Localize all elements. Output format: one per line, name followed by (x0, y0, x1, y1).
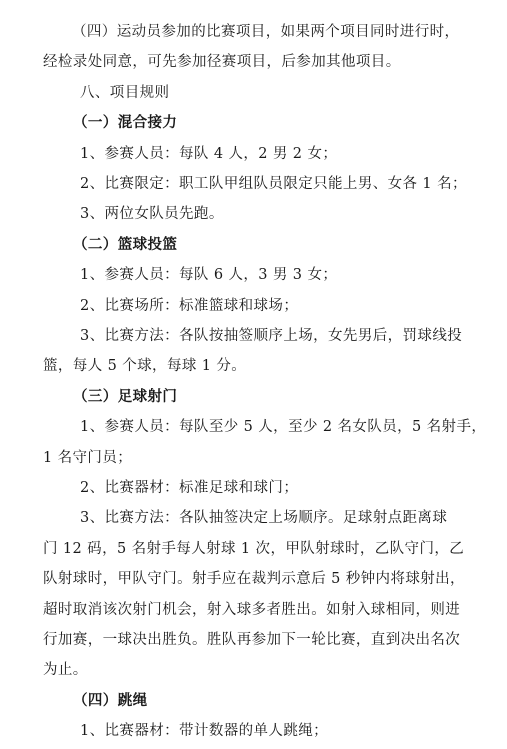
paragraph-line: 行加赛，一球决出胜负。胜队再参加下一轮比赛，直到决出名次 (43, 632, 461, 648)
paragraph-line: 2、比赛器材：标准足球和球门； (80, 480, 299, 496)
paragraph-line: 1、参赛人员：每队 4 人，2 男 2 女； (80, 145, 338, 162)
section-heading: 八、项目规则 (80, 84, 170, 101)
paragraph-line: 1、参赛人员：每队至少 5 人，至少 2 名女队员，5 名射手， (80, 419, 487, 436)
paragraph-line: 1、比赛器材：带计数器的单人跳绳； (80, 723, 329, 740)
paragraph-line: 1、参赛人员：每队 6 人，3 男 3 女； (80, 267, 338, 284)
paragraph-line: 2、比赛限定：职工队甲组队员限定只能上男、女各 1 名； (80, 176, 467, 192)
paragraph-line: 经检录处同意，可先参加径赛项目，后参加其他项目。 (43, 54, 401, 71)
paragraph-line: 门 12 码，5 名射手每人射球 1 次，甲队射球时，乙队守门，乙 (43, 540, 465, 557)
paragraph-line: 篮，每人 5 个球，每球 1 分。 (43, 358, 247, 375)
paragraph-line: 为止。 (43, 662, 88, 679)
paragraph-line: 3、两位女队员先跑。 (80, 206, 224, 223)
paragraph-line: 3、比赛方法：各队按抽签顺序上场，女先男后，罚球线投 (80, 328, 463, 344)
paragraph-line: 超时取消该次射门机会，射入球多者胜出。如射入球相同，则进 (43, 601, 461, 618)
paragraph-line: （四）运动员参加的比赛项目，如果两个项目同时进行时， (72, 24, 460, 40)
subsection-heading: （一）混合接力 (73, 115, 178, 132)
paragraph-line: 1 名守门员； (43, 449, 133, 466)
paragraph-line: 2、比赛场所：标准篮球和球场； (80, 297, 299, 314)
subsection-heading: （四）跳绳 (73, 692, 148, 709)
paragraph-line: 队射球时，甲队守门。射手应在裁判示意后 5 秒钟内将球射出， (43, 571, 465, 588)
subsection-heading: （二）篮球投篮 (73, 236, 178, 253)
subsection-heading: （三）足球射门 (73, 388, 178, 405)
paragraph-line: 3、比赛方法：各队抽签决定上场顺序。足球射点距离球 (80, 510, 448, 527)
